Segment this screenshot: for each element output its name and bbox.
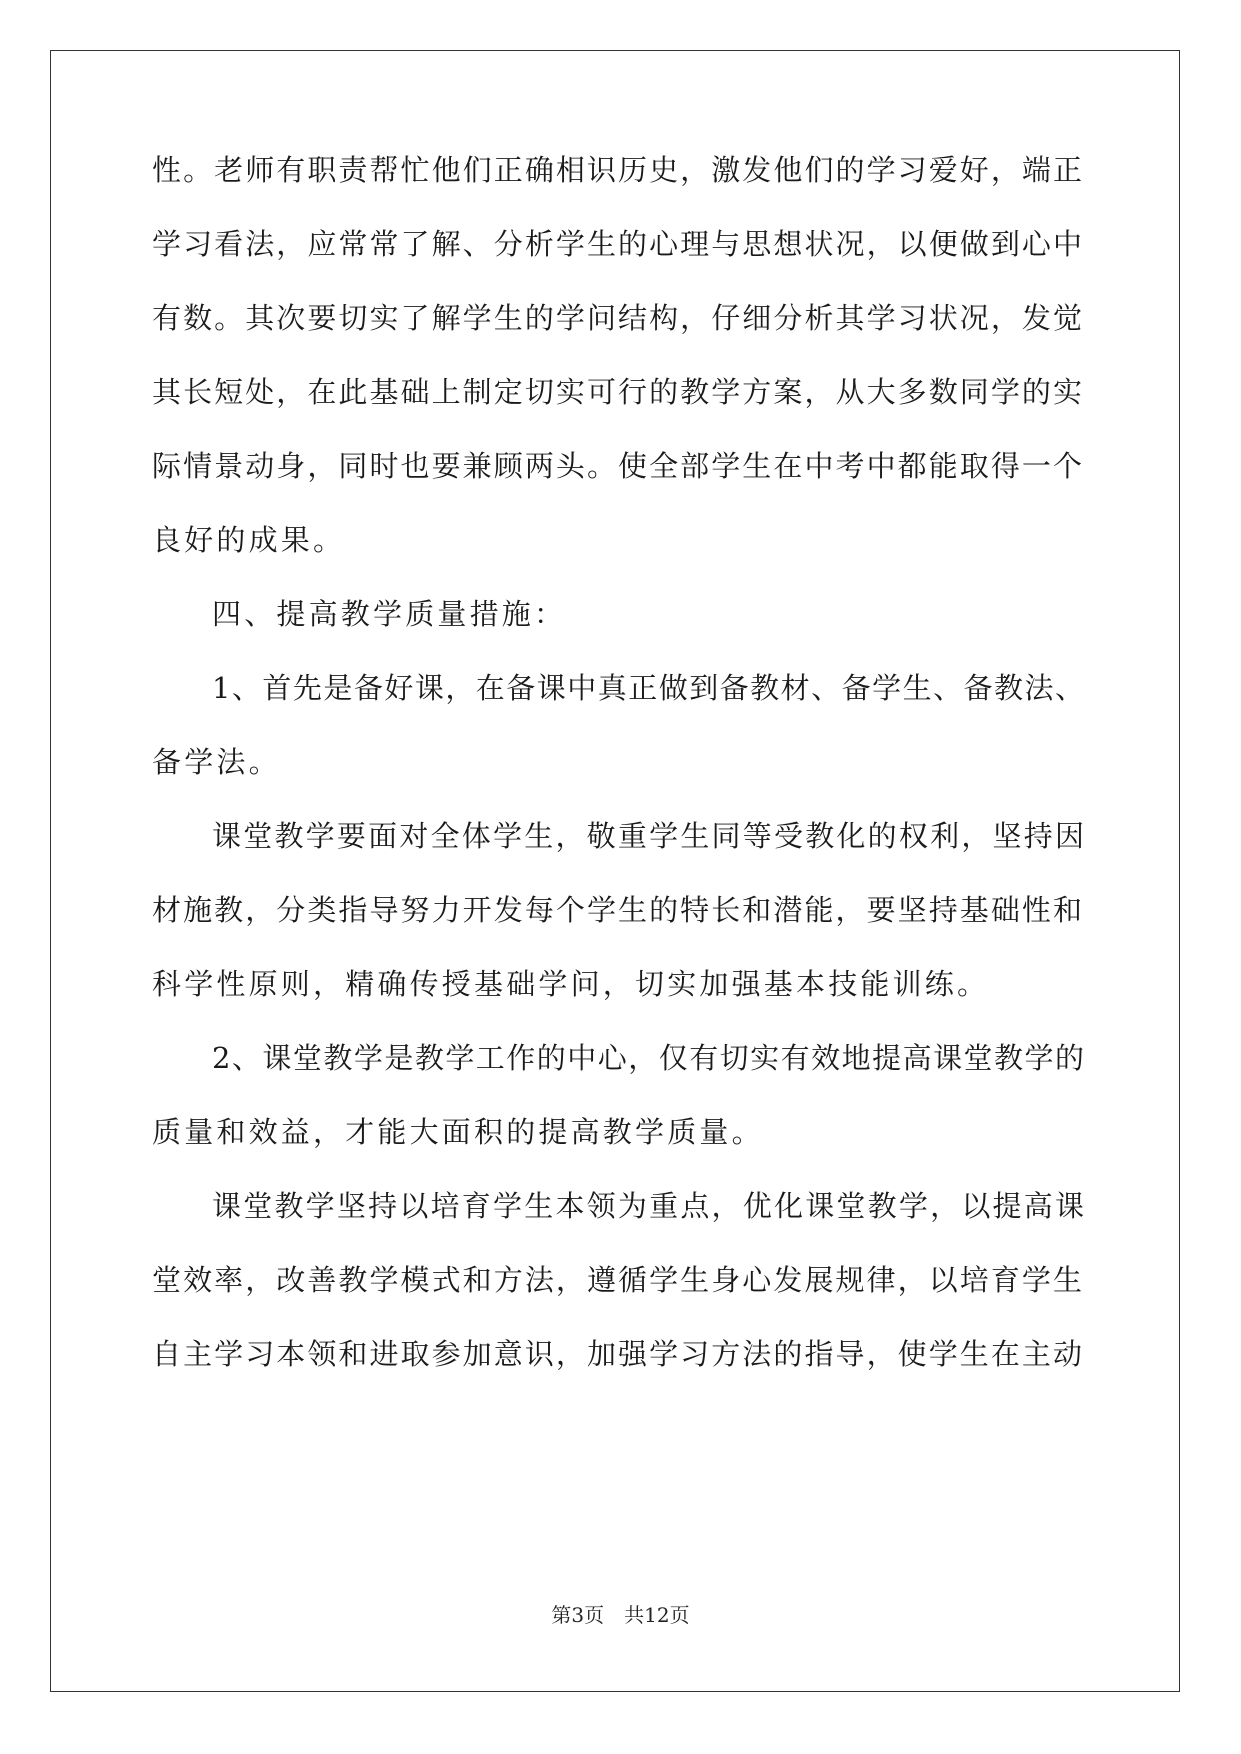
text-line: 1、首先是备好课，在备课中真正做到备教材、备学生、备教法、 <box>212 671 1084 705</box>
text-line: 科学性原则，精确传授基础学问，切实加强基本技能训练。 <box>152 967 990 1001</box>
section-heading: 四、提高教学质量措施： <box>212 597 567 631</box>
text-line: 2、课堂教学是教学工作的中心，仅有切实有效地提高课堂教学的 <box>212 1041 1084 1075</box>
text-line: 堂效率，改善教学模式和方法，遵循学生身心发展规律，以培育学生 <box>152 1263 1082 1297</box>
text-line: 学习看法，应常常了解、分析学生的心理与思想状况，以便做到心中 <box>152 227 1082 261</box>
text-line: 质量和效益，才能大面积的提高教学质量。 <box>152 1115 764 1149</box>
text-line: 良好的成果。 <box>152 523 346 557</box>
text-line: 性。老师有职责帮忙他们正确相识历史，激发他们的学习爱好，端正 <box>152 153 1082 187</box>
page-border <box>50 50 1180 1692</box>
text-line: 其长短处，在此基础上制定切实可行的教学方案，从大多数同学的实 <box>152 375 1082 409</box>
page-number-footer: 第3页 共12页 <box>551 1603 690 1627</box>
text-line: 有数。其次要切实了解学生的学问结构，仔细分析其学习状况，发觉 <box>152 301 1082 335</box>
text-line: 课堂教学坚持以培育学生本领为重点，优化课堂教学，以提高课 <box>212 1189 1084 1223</box>
text-line: 材施教，分类指导努力开发每个学生的特长和潜能，要坚持基础性和 <box>152 893 1082 927</box>
text-line: 际情景动身，同时也要兼顾两头。使全部学生在中考中都能取得一个 <box>152 449 1082 483</box>
text-line: 自主学习本领和进取参加意识，加强学习方法的指导，使学生在主动 <box>152 1337 1082 1371</box>
text-line: 课堂教学要面对全体学生，敬重学生同等受教化的权利，坚持因 <box>212 819 1084 853</box>
text-line: 备学法。 <box>152 745 281 779</box>
